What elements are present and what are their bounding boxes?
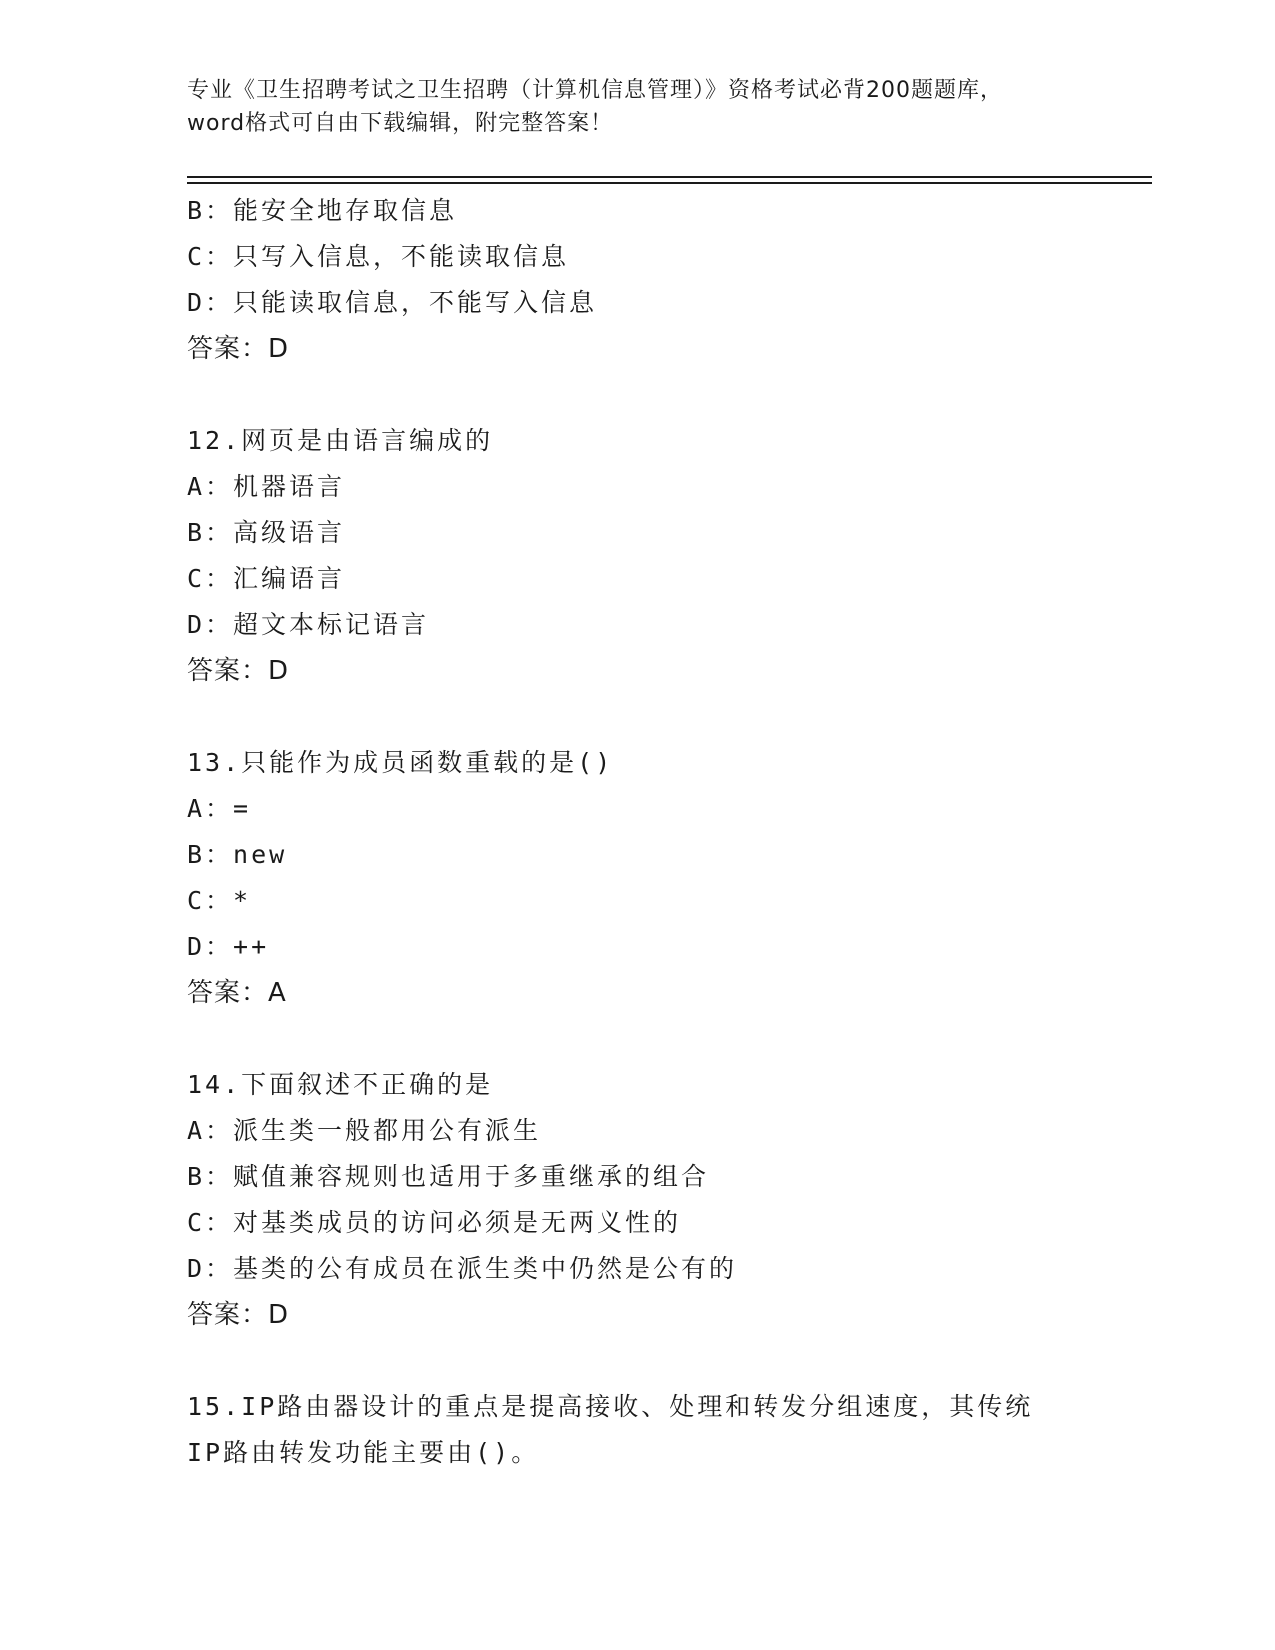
option-d: D：++ [187, 932, 270, 961]
option-a: A：= [187, 794, 252, 823]
answer: 答案：D [187, 656, 290, 686]
question-14 [187, 1062, 1147, 1338]
question-list [187, 188, 1147, 1476]
header-line-1: 专业《卫生招聘考试之卫生招聘（计算机信息管理）》资格考试必背200题题库， [187, 78, 1003, 103]
answer: 答案：D [187, 1300, 290, 1330]
option-d: D：基类的公有成员在派生类中仍然是公有的 [187, 1254, 738, 1283]
option-c: C：汇编语言 [187, 564, 346, 593]
question-11-tail [187, 188, 1147, 372]
document-header [187, 74, 1087, 140]
question-15 [187, 1384, 1147, 1476]
question-text: 12.网页是由语言编成的 [187, 426, 494, 455]
question-13 [187, 740, 1147, 1016]
spacer [187, 1016, 1147, 1062]
answer: 答案：A [187, 978, 287, 1008]
question-12 [187, 418, 1147, 694]
header-divider-top [187, 176, 1152, 178]
question-text-line-2: IP路由转发功能主要由()。 [187, 1438, 540, 1467]
spacer [187, 372, 1147, 418]
option-d: D：只能读取信息，不能写入信息 [187, 288, 598, 317]
question-text: 13.只能作为成员函数重载的是() [187, 748, 614, 777]
option-b: B：高级语言 [187, 518, 346, 547]
option-b: B：new [187, 840, 288, 869]
option-c: C：* [187, 886, 252, 915]
spacer [187, 694, 1147, 740]
option-b: B：能安全地存取信息 [187, 196, 458, 225]
question-text-line-1: 15.IP路由器设计的重点是提高接收、处理和转发分组速度，其传统 [187, 1392, 1034, 1421]
option-b: B：赋值兼容规则也适用于多重继承的组合 [187, 1162, 710, 1191]
option-c: C：对基类成员的访问必须是无两义性的 [187, 1208, 682, 1237]
option-d: D：超文本标记语言 [187, 610, 430, 639]
option-a: A：机器语言 [187, 472, 346, 501]
spacer [187, 1338, 1147, 1384]
header-divider-bottom [187, 182, 1152, 184]
option-c: C：只写入信息，不能读取信息 [187, 242, 570, 271]
answer: 答案：D [187, 334, 290, 364]
option-a: A：派生类一般都用公有派生 [187, 1116, 542, 1145]
header-line-2: word格式可自由下载编辑，附完整答案！ [187, 111, 614, 136]
question-text: 14.下面叙述不正确的是 [187, 1070, 494, 1099]
